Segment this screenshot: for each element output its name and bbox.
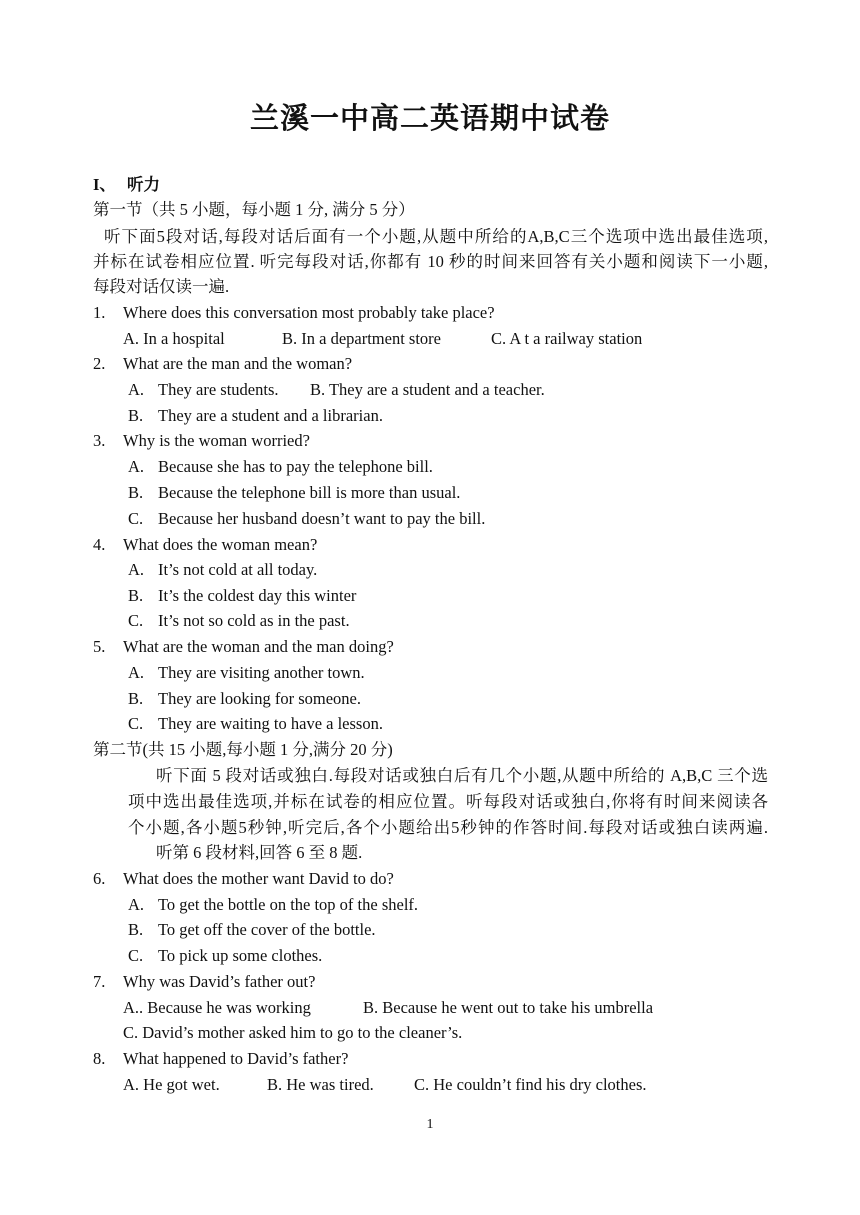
part1-instruction-line: 听下面5段对话,每段对话后面有一个小题,从题中所给的A,B,C三个选项中选出最佳选项, bbox=[104, 227, 768, 246]
question-number: 1. bbox=[93, 303, 106, 322]
part2-instruction-line: 个小题,各小题5秒钟,听完后,各个小题给出5秒钟的作答时间.每段对话或独白读两遍. bbox=[128, 818, 768, 837]
page-number: 1 bbox=[426, 1117, 434, 1132]
question-number: 6. bbox=[93, 869, 106, 888]
option-c: They are waiting to have a lesson. bbox=[158, 714, 383, 733]
option-label: B. bbox=[128, 586, 144, 605]
option-label: C. bbox=[128, 611, 144, 630]
option-label: A. bbox=[128, 457, 145, 476]
option-a: A.. Because he was working bbox=[123, 998, 311, 1017]
option-b: B. Because he went out to take his umbrella bbox=[363, 998, 654, 1017]
option-b: Because the telephone bill is more than usual. bbox=[158, 483, 461, 502]
option-c: C. David’s mother asked him to go to the cleaner’s. bbox=[123, 1023, 463, 1042]
option-label: A. bbox=[128, 560, 145, 579]
option-a: A. In a hospital bbox=[123, 329, 225, 348]
option-label: A. bbox=[128, 895, 145, 914]
part1-instruction-line: 并标在试卷相应位置. 听完每段对话,你都有 10 秒的时间来回答有关小题和阅读下一小题, bbox=[93, 252, 768, 271]
question-number: 7. bbox=[93, 972, 106, 991]
question-number: 3. bbox=[93, 431, 106, 450]
option-b: It’s the coldest day this winter bbox=[158, 586, 357, 605]
option-label: C. bbox=[128, 946, 144, 965]
option-c: C. A t a railway station bbox=[491, 329, 643, 348]
question-number: 5. bbox=[93, 637, 106, 656]
option-a: They are students. bbox=[158, 380, 279, 399]
question-text: Why is the woman worried? bbox=[123, 431, 310, 450]
option-label: A. bbox=[128, 380, 145, 399]
option-label: A. bbox=[128, 663, 145, 682]
question-text: What happened to David’s father? bbox=[123, 1049, 349, 1068]
option-b-inline: B. They are a student and a teacher. bbox=[310, 380, 545, 399]
option-b: To get off the cover of the bottle. bbox=[158, 920, 376, 939]
question-text: What are the man and the woman? bbox=[123, 354, 353, 373]
question-text: Where does this conversation most probably take place? bbox=[123, 303, 495, 322]
question-text: What does the mother want David to do? bbox=[123, 869, 394, 888]
option-c: It’s not so cold as in the past. bbox=[158, 611, 350, 630]
option-a: It’s not cold at all today. bbox=[158, 560, 318, 579]
option-b: They are a student and a librarian. bbox=[158, 406, 383, 425]
part2-instruction-line: 项中选出最佳选项,并标在试卷的相应位置。听每段对话或独白,你将有时间来阅读各 bbox=[128, 792, 768, 811]
question-text: What does the woman mean? bbox=[123, 535, 318, 554]
option-label: B. bbox=[128, 483, 144, 502]
option-label: C. bbox=[128, 714, 144, 733]
option-b: B. He was tired. bbox=[267, 1075, 374, 1094]
question-number: 8. bbox=[93, 1049, 106, 1068]
part1-instruction-line: 每段对话仅读一遍. bbox=[93, 277, 230, 296]
question-number: 4. bbox=[93, 535, 106, 554]
section-heading-text: 听力 bbox=[127, 175, 160, 194]
option-c: Because her husband doesn’t want to pay the bill. bbox=[158, 509, 486, 528]
option-a: Because she has to pay the telephone bill. bbox=[158, 457, 433, 476]
option-label: B. bbox=[128, 920, 144, 939]
option-a: A. He got wet. bbox=[123, 1075, 220, 1094]
part2-heading: 第二节(共 15 小题,每小题 1 分,满分 20 分) bbox=[93, 740, 393, 759]
option-label: B. bbox=[128, 406, 144, 425]
option-a: They are visiting another town. bbox=[158, 663, 365, 682]
option-label: C. bbox=[128, 509, 144, 528]
question-number: 2. bbox=[93, 354, 106, 373]
material-instruction: 听第 6 段材料,回答 6 至 8 题. bbox=[156, 843, 363, 862]
question-text: What are the woman and the man doing? bbox=[123, 637, 394, 656]
option-c: To pick up some clothes. bbox=[158, 946, 323, 965]
option-b: B. In a department store bbox=[282, 329, 441, 348]
section-heading-number: I、 bbox=[93, 175, 116, 194]
option-a: To get the bottle on the top of the shelf. bbox=[158, 895, 419, 914]
part2-instruction-line: 听下面 5 段对话或独白.每段对话或独白后有几个小题,从题中所给的 A,B,C 三个选 bbox=[156, 766, 768, 785]
option-c: C. He couldn’t find his dry clothes. bbox=[414, 1075, 647, 1094]
option-label: B. bbox=[128, 689, 144, 708]
option-b: They are looking for someone. bbox=[158, 689, 361, 708]
part1-heading: 第一节（共 5 小题，每小题 1 分, 满分 5 分） bbox=[93, 200, 415, 219]
question-text: Why was David’s father out? bbox=[123, 972, 316, 991]
page-title: 兰溪一中高二英语期中试卷 bbox=[249, 101, 610, 135]
